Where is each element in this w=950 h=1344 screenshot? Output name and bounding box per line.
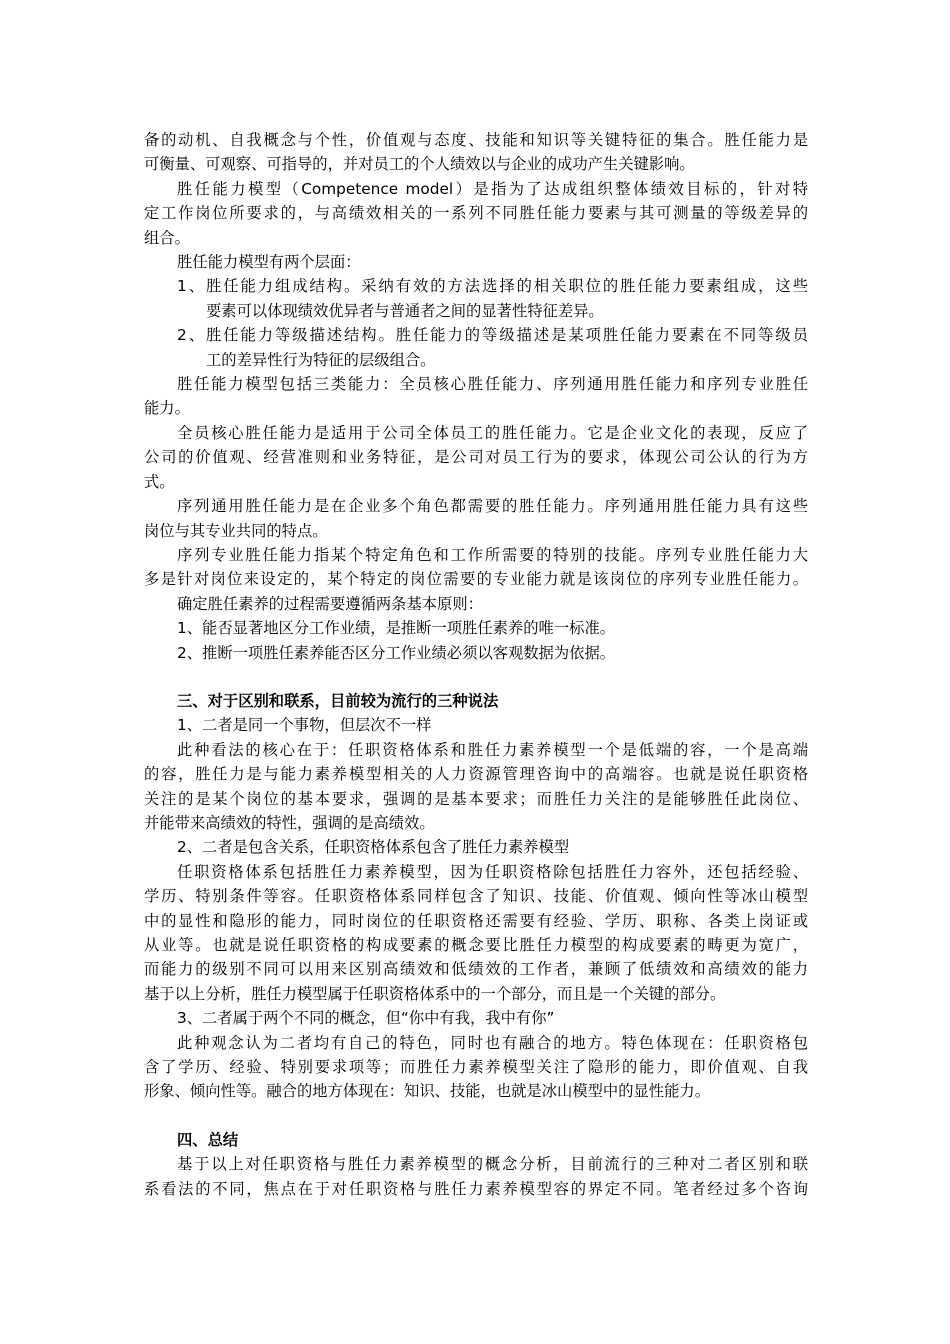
text-line: 此种观念认为二者均有自己的特色，同时也有融合的地方。特色体现在：任职资格包 xyxy=(177,1033,808,1052)
blank-line xyxy=(144,1104,808,1128)
text-line: 序列专业胜任能力指某个特定角色和工作所需要的特别的技能。序列专业胜任能力大 xyxy=(177,545,808,564)
text-line: 从业等。也就是说任职资格的构成要素的概念要比胜任力模型的构成要素的畴更为宽广， xyxy=(144,936,808,954)
text-line: 式。 xyxy=(144,472,175,491)
text-line: 能力。 xyxy=(144,399,190,418)
text-line: 2、胜任能力等级描述结构。胜任能力的等级描述是某项胜任能力要素在不同等级员 xyxy=(177,326,808,345)
text-line: 并能带来高绩效的特性，强调的是高绩效。 xyxy=(144,813,435,832)
text-line: 而能力的级别不同可以用来区别高绩效和低绩效的工作者，兼顾了低绩效和高绩效的能力 xyxy=(144,960,808,979)
text-line: 任职资格体系包括胜任力素养模型，因为任职资格除包括胜任力容外，还包括经验、 xyxy=(177,862,808,881)
text-line: 此种看法的核心在于：任职资格体系和胜任力素养模型一个是低端的容，一个是高端 xyxy=(177,740,808,759)
text-line: 基于以上分析，胜任力模型属于任职资格体系中的一个部分，而且是一个关键的部分。 xyxy=(144,984,726,1003)
text-line: 胜任能力模型（Competence model）是指为了达成组织整体绩效目标的，针对特 xyxy=(177,179,808,198)
text-line: 要素可以体现绩效优异者与普通者之间的显著性特征差异。 xyxy=(206,301,604,320)
text-line: 学历、特别条件等容。任职资格体系同样包含了知识、技能、价值观、倾向性等冰山模型 xyxy=(144,887,808,906)
text-line: 中的显性和隐形的能力，同时岗位的任职资格还需要有经验、学历、职称、各类上岗证或 xyxy=(144,911,808,930)
text-line: 1、能否显著地区分工作业绩，是推断一项胜任素养的唯一标准。 xyxy=(177,619,616,638)
text-line: 3、二者属于两个不同的概念，但“你中有我，我中有你” xyxy=(177,1009,555,1028)
text-line: 序列通用胜任能力是在企业多个角色都需要的胜任能力。序列通用胜任能力具有这些 xyxy=(177,497,808,516)
blank-line xyxy=(144,665,808,689)
text-line: 定工作岗位所要求的，与高绩效相关的一系列不同胜任能力要素与其可测量的等级差异的 xyxy=(144,204,808,223)
text-line: 形象、倾向性等。融合的地方体现在：知识、技能，也就是冰山模型中的显性能力。 xyxy=(144,1082,710,1101)
text-line: 1、二者是同一个事物，但层次不一样 xyxy=(177,716,432,735)
text-line: 备的动机、自我概念与个性，价值观与态度、技能和知识等关键特征的集合。胜任能力是 xyxy=(144,131,808,149)
section-heading: 三、对于区别和联系，目前较为流行的三种说法 xyxy=(177,691,499,710)
text-line: 2、推断一项胜任素养能否区分工作业绩必须以客观数据为依据。 xyxy=(177,643,616,662)
text-line: 胜任能力模型有两个层面： xyxy=(177,253,361,272)
text-line: 2、二者是包含关系，任职资格体系包含了胜任力素养模型 xyxy=(177,838,570,857)
text-line: 系看法的不同，焦点在于对任职资格与胜任力素养模型容的界定不同。笔者经过多个咨询 xyxy=(144,1179,808,1198)
text-line: 全员核心胜任能力是适用于公司全体员工的胜任能力。它是企业文化的表现，反应了 xyxy=(177,423,808,442)
text-line: 工的差异性行为特征的层级组合。 xyxy=(206,350,436,369)
section-heading: 四、总结 xyxy=(177,1130,239,1149)
text-line: 胜任能力模型包括三类能力：全员核心胜任能力、序列通用胜任能力和序列专业胜任 xyxy=(177,375,808,394)
text-line: 组合。 xyxy=(144,228,190,247)
document-body xyxy=(144,128,808,1201)
text-line: 基于以上对任职资格与胜任力素养模型的概念分析，目前流行的三种对二者区别和联 xyxy=(177,1155,808,1174)
text-line: 1、胜任能力组成结构。采纳有效的方法选择的相关职位的胜任能力要素组成，这些 xyxy=(177,277,808,296)
text-line: 多是针对岗位来设定的，某个特定的岗位需要的专业能力就是该岗位的序列专业胜任能力。 xyxy=(144,570,808,589)
text-line: 可衡量、可观察、可指导的，并对员工的个人绩效以与企业的成功产生关键影响。 xyxy=(144,155,695,174)
text-line: 的容，胜任力是与能力素养模型相关的人力资源管理咨询中的高端容。也就是说任职资格 xyxy=(144,765,808,784)
text-line: 岗位与其专业共同的特点。 xyxy=(144,521,328,540)
text-line: 公司的价值观、经营准则和业务特征，是公司对员工行为的要求，体现公司公认的行为方 xyxy=(144,448,808,467)
text-line: 关注的是某个岗位的基本要求，强调的是基本要求；而胜任力关注的是能够胜任此岗位、 xyxy=(144,789,808,808)
text-line: 确定胜任素养的过程需要遵循两条基本原则： xyxy=(177,594,483,613)
text-line: 含了学历、经验、特别要求项等；而胜任力素养模型关注了隐形的能力，即价值观、自我 xyxy=(144,1058,808,1077)
